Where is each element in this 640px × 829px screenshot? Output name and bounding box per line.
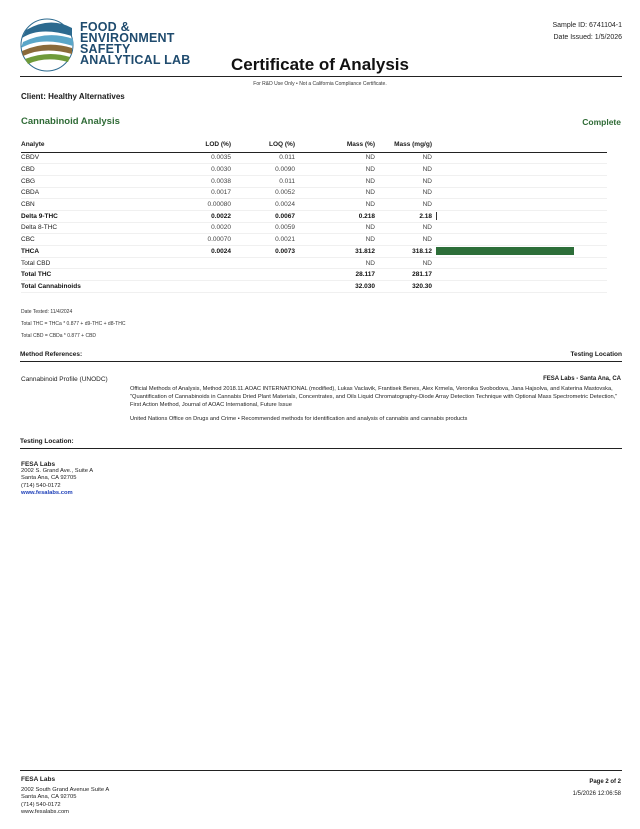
mass-bar-cell [432, 257, 607, 269]
client-name: Client: Healthy Alternatives [21, 92, 125, 101]
total-cbd-formula: Total CBD = CBDa * 0.877 + CBD [21, 333, 97, 339]
table-row [21, 199, 607, 211]
mass-bar [436, 247, 574, 255]
lod-cell: 0.0038 [161, 175, 231, 187]
mass-pct-cell: ND [295, 152, 375, 164]
logo-line: ENVIRONMENT [80, 31, 175, 45]
loq-cell [231, 257, 295, 269]
lab-name: FESA Labs [21, 461, 56, 468]
analyte-cell: CBDA [21, 187, 161, 199]
mass-mg-cell: ND [375, 257, 432, 269]
table-row [21, 257, 607, 269]
mass-pct-cell: ND [295, 257, 375, 269]
logo-line: FOOD & [80, 20, 130, 34]
loq-cell: 0.0067 [231, 210, 295, 222]
loq-cell: 0.0021 [231, 234, 295, 246]
lab-website-link[interactable]: www.fesalabs.com [21, 489, 73, 496]
lod-cell: 0.0020 [161, 222, 231, 234]
lab-phone: (714) 540-0172 [21, 482, 61, 489]
mass-mg-cell: ND [375, 175, 432, 187]
analyte-cell: CBG [21, 175, 161, 187]
mass-bar-cell [432, 175, 607, 187]
mass-mg-cell: ND [375, 187, 432, 199]
table-row [21, 164, 607, 176]
method-references-header [20, 350, 622, 362]
mass-mg-cell: ND [375, 152, 432, 164]
mass-mg-cell: ND [375, 199, 432, 211]
analyte-cell: Total THC [21, 269, 161, 281]
analyte-cell: Total Cannabinoids [21, 281, 161, 293]
mass-pct-cell: ND [295, 187, 375, 199]
print-timestamp: 1/5/2026 12:06:58 [572, 791, 621, 797]
table-header-row [21, 140, 607, 152]
logo-line: ANALYTICAL LAB [80, 53, 191, 67]
analyte-cell: THCA [21, 246, 161, 258]
mass-mg-cell: ND [375, 164, 432, 176]
loq-cell: 0.0090 [231, 164, 295, 176]
footer-street: 2002 South Grand Avenue Suite A [21, 787, 110, 794]
table-row [21, 152, 607, 164]
column-header: LOQ (%) [231, 140, 295, 152]
mass-pct-cell: ND [295, 164, 375, 176]
loq-cell: 0.0059 [231, 222, 295, 234]
table-row [21, 234, 607, 246]
mass-bar [436, 212, 437, 220]
footer-website: www.fesalabs.com [21, 808, 70, 815]
lab-street: 2002 S. Grand Ave., Suite A [21, 468, 94, 475]
mass-bar-cell [432, 269, 607, 281]
date-tested: Date Tested: 11/4/2024 [21, 309, 73, 315]
mass-bar-cell [432, 234, 607, 246]
mass-bar-cell [432, 281, 607, 293]
table-row [21, 187, 607, 199]
analyte-cell: CBN [21, 199, 161, 211]
analyte-cell: Delta 8-THC [21, 222, 161, 234]
page-number: Page 2 of 2 [589, 779, 621, 785]
mass-bar-cell [432, 210, 607, 222]
mass-mg-cell: 318.12 [375, 246, 432, 258]
mass-pct-cell: ND [295, 234, 375, 246]
analyte-cell: CBDV [21, 152, 161, 164]
mass-bar-cell [432, 199, 607, 211]
mass-pct-cell: ND [295, 222, 375, 234]
lod-cell [161, 257, 231, 269]
total-thc-formula: Total THC = THCa * 0.877 + d9-THC + d8-THC [21, 321, 126, 327]
disclaimer: For R&D Use Only • Not a California Compliance Certificate. [253, 81, 387, 87]
mass-mg-cell: 2.18 [375, 210, 432, 222]
mass-pct-cell: 31.812 [295, 246, 375, 258]
mass-bar-cell [432, 246, 607, 258]
lod-cell: 0.0022 [161, 210, 231, 222]
mass-bar-cell [432, 222, 607, 234]
status-badge: Complete [582, 117, 621, 127]
method-references-label: Method References: [20, 351, 83, 358]
footer-phone: (714) 540-0172 [21, 801, 61, 808]
analyte-cell: CBC [21, 234, 161, 246]
analyte-cell: Total CBD [21, 257, 161, 269]
lod-cell: 0.0024 [161, 246, 231, 258]
table-row [21, 269, 607, 281]
date-issued: Date Issued: 1/5/2026 [553, 34, 622, 41]
mass-pct-cell: ND [295, 175, 375, 187]
footer-address [21, 776, 109, 816]
loq-cell: 0.011 [231, 175, 295, 187]
table-row [21, 222, 607, 234]
table-row [21, 246, 607, 258]
mass-bar-cell [432, 187, 607, 199]
notes [21, 306, 125, 342]
mass-bar-cell [432, 152, 607, 164]
method-reference-2: United Nations Office on Drugs and Crime • Recommended methods for identification and analysis of cannabis and cannabis products [130, 416, 468, 422]
loq-cell: 0.0024 [231, 199, 295, 211]
analyte-cell: Delta 9-THC [21, 210, 161, 222]
section-title: Cannabinoid Analysis [21, 116, 120, 127]
column-header: Mass (%) [295, 140, 375, 152]
testing-location-title: Testing Location: [20, 438, 74, 445]
mass-mg-cell: ND [375, 222, 432, 234]
mass-bar-cell [432, 164, 607, 176]
method-name: Cannabinoid Profile (UNODC) [21, 376, 108, 383]
table-row [21, 210, 607, 222]
table-row [21, 175, 607, 187]
lod-cell [161, 281, 231, 293]
lab-address [21, 461, 93, 497]
column-header: Mass (mg/g) [375, 140, 432, 152]
lod-cell: 0.0035 [161, 152, 231, 164]
mass-mg-cell: 281.17 [375, 269, 432, 281]
method-reference: Official Methods of Analysis, Method 2018.11.AOAC INTERNATIONAL (modified), Lukas Vaclavik, Frantisek Benes, Alex Krmela, Veronika Svobodova, Jana Hajsolva, and Katerina Mastovska, "Quantification of Cannabinoids in Cannabis Dried Plant Materials, Concentrates, and Oils Liquid Chromatography-Diode Array Detection Technique with Optional Mass Spectrometric Detection," First Action Method, Journal of AOAC International, Future Issue [130, 386, 618, 409]
testing-location-label: Testing Location [570, 351, 622, 358]
testing-location-header [20, 437, 622, 449]
loq-cell [231, 269, 295, 281]
mass-pct-cell: 32.030 [295, 281, 375, 293]
logo-line: SAFETY [80, 42, 131, 56]
mass-pct-cell: 28.117 [295, 269, 375, 281]
mass-mg-cell: ND [375, 234, 432, 246]
column-header-bar [432, 140, 607, 152]
lab-city: Santa Ana, CA 92705 [21, 475, 77, 482]
column-header: Analyte [21, 140, 161, 152]
method-lab: FESA Labs - Santa Ana, CA [543, 376, 621, 382]
sample-info [552, 20, 622, 44]
lod-cell: 0.00070 [161, 234, 231, 246]
table-row [21, 281, 607, 293]
cannabinoid-table [21, 140, 607, 293]
loq-cell: 0.0073 [231, 246, 295, 258]
footer-city: Santa Ana, CA 92705 [21, 794, 77, 801]
loq-cell: 0.0052 [231, 187, 295, 199]
loq-cell: 0.011 [231, 152, 295, 164]
mass-mg-cell: 320.30 [375, 281, 432, 293]
divider [20, 76, 622, 77]
lod-cell: 0.0017 [161, 187, 231, 199]
page-title: Certificate of Analysis [231, 55, 409, 74]
lod-cell: 0.0030 [161, 164, 231, 176]
footer-lab-name: FESA Labs [21, 776, 56, 783]
analyte-cell: CBD [21, 164, 161, 176]
footer-divider [20, 770, 622, 771]
loq-cell [231, 281, 295, 293]
column-header: LOD (%) [161, 140, 231, 152]
lod-cell [161, 269, 231, 281]
lod-cell: 0.00080 [161, 199, 231, 211]
sample-id: Sample ID: 6741104-1 [552, 22, 622, 29]
mass-pct-cell: ND [295, 199, 375, 211]
footer-page-info [573, 776, 621, 800]
mass-pct-cell: 0.218 [295, 210, 375, 222]
